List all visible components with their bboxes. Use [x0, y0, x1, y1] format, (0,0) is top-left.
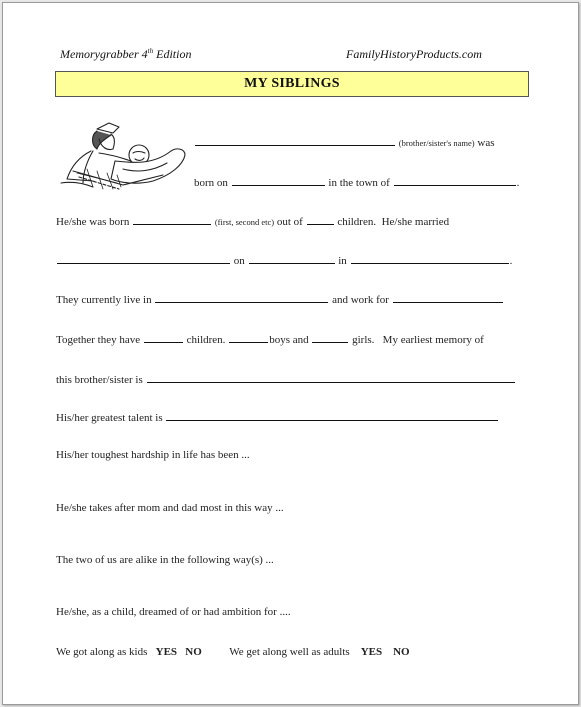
birth-order-hint: (first, second etc): [214, 217, 275, 227]
label-get-along-adults: We get along well as adults: [229, 646, 350, 658]
adults-yes-option[interactable]: YES: [360, 646, 383, 658]
employer-blank[interactable]: [393, 292, 503, 303]
label-earliest-memory: My earliest memory of: [382, 334, 484, 346]
prompt-takes-after: He/she takes after mom and dad most in this way ...: [56, 502, 284, 514]
total-children-blank[interactable]: [307, 214, 334, 225]
nurse-with-baby-illustration: [53, 121, 189, 193]
label-in: in: [338, 255, 347, 267]
prompt-alike: The two of us are alike in the following way(s) ...: [56, 554, 274, 566]
label-girls: girls.: [352, 334, 375, 346]
line-got-along: [56, 646, 410, 658]
line-talent: [56, 410, 499, 424]
birth-town-blank[interactable]: [394, 175, 516, 186]
label-he-she-born: He/she was born: [56, 216, 130, 228]
label-on: on: [233, 255, 245, 267]
label-children: children.: [337, 216, 377, 228]
kids-yes-option[interactable]: YES: [155, 646, 178, 658]
line-birth-order: [56, 214, 449, 228]
label-town-of: in the town of: [328, 177, 390, 189]
boys-count-blank[interactable]: [229, 332, 268, 343]
birth-order-blank[interactable]: [133, 214, 211, 225]
label-got-along-kids: We got along as kids: [56, 646, 148, 658]
prompt-hardship: His/her toughest hardship in life has been ...: [56, 449, 250, 461]
label-work-for: and work for: [332, 294, 389, 306]
sibling-name-blank[interactable]: [195, 135, 395, 146]
label-married: He/she married: [381, 216, 450, 228]
marriage-place-blank[interactable]: [351, 253, 509, 264]
line-birth: [194, 175, 519, 189]
prompt-ambition: He/she, as a child, dreamed of or had ambition for ....: [56, 606, 291, 618]
page-title: MY SIBLINGS: [55, 71, 529, 97]
label-brother-sister-is: this brother/sister is: [56, 374, 143, 386]
label-born-on: born on: [194, 177, 228, 189]
header-edition: Memorygrabber 4th Edition: [60, 47, 192, 61]
marriage-date-blank[interactable]: [249, 253, 335, 264]
kids-no-option[interactable]: NO: [185, 646, 202, 658]
talent-blank[interactable]: [166, 410, 498, 421]
label-boys-and: boys and: [269, 334, 309, 346]
line-residence: [56, 292, 504, 306]
label-greatest-talent: His/her greatest talent is: [56, 412, 163, 424]
label-was: was: [477, 137, 495, 149]
spouse-name-blank[interactable]: [57, 253, 230, 264]
birth-date-blank[interactable]: [232, 175, 325, 186]
header-website: FamilyHistoryProducts.com: [346, 47, 482, 61]
label-live-in: They currently live in: [56, 294, 152, 306]
adults-no-option[interactable]: NO: [393, 646, 410, 658]
line-children: [56, 332, 484, 346]
line-memory: [56, 372, 516, 386]
line-marriage: [56, 253, 512, 267]
period: .: [516, 177, 520, 189]
worksheet-page: [2, 2, 579, 705]
label-children-2: children.: [186, 334, 226, 346]
sibling-name-hint: (brother/sister's name): [398, 138, 475, 148]
line-sibling-name: [194, 135, 495, 149]
residence-blank[interactable]: [155, 292, 328, 303]
label-together-have: Together they have: [56, 334, 141, 346]
girls-count-blank[interactable]: [312, 332, 348, 343]
memory-blank[interactable]: [147, 372, 515, 383]
period: .: [509, 255, 513, 267]
children-count-blank[interactable]: [144, 332, 183, 343]
label-out-of: out of: [276, 216, 303, 228]
